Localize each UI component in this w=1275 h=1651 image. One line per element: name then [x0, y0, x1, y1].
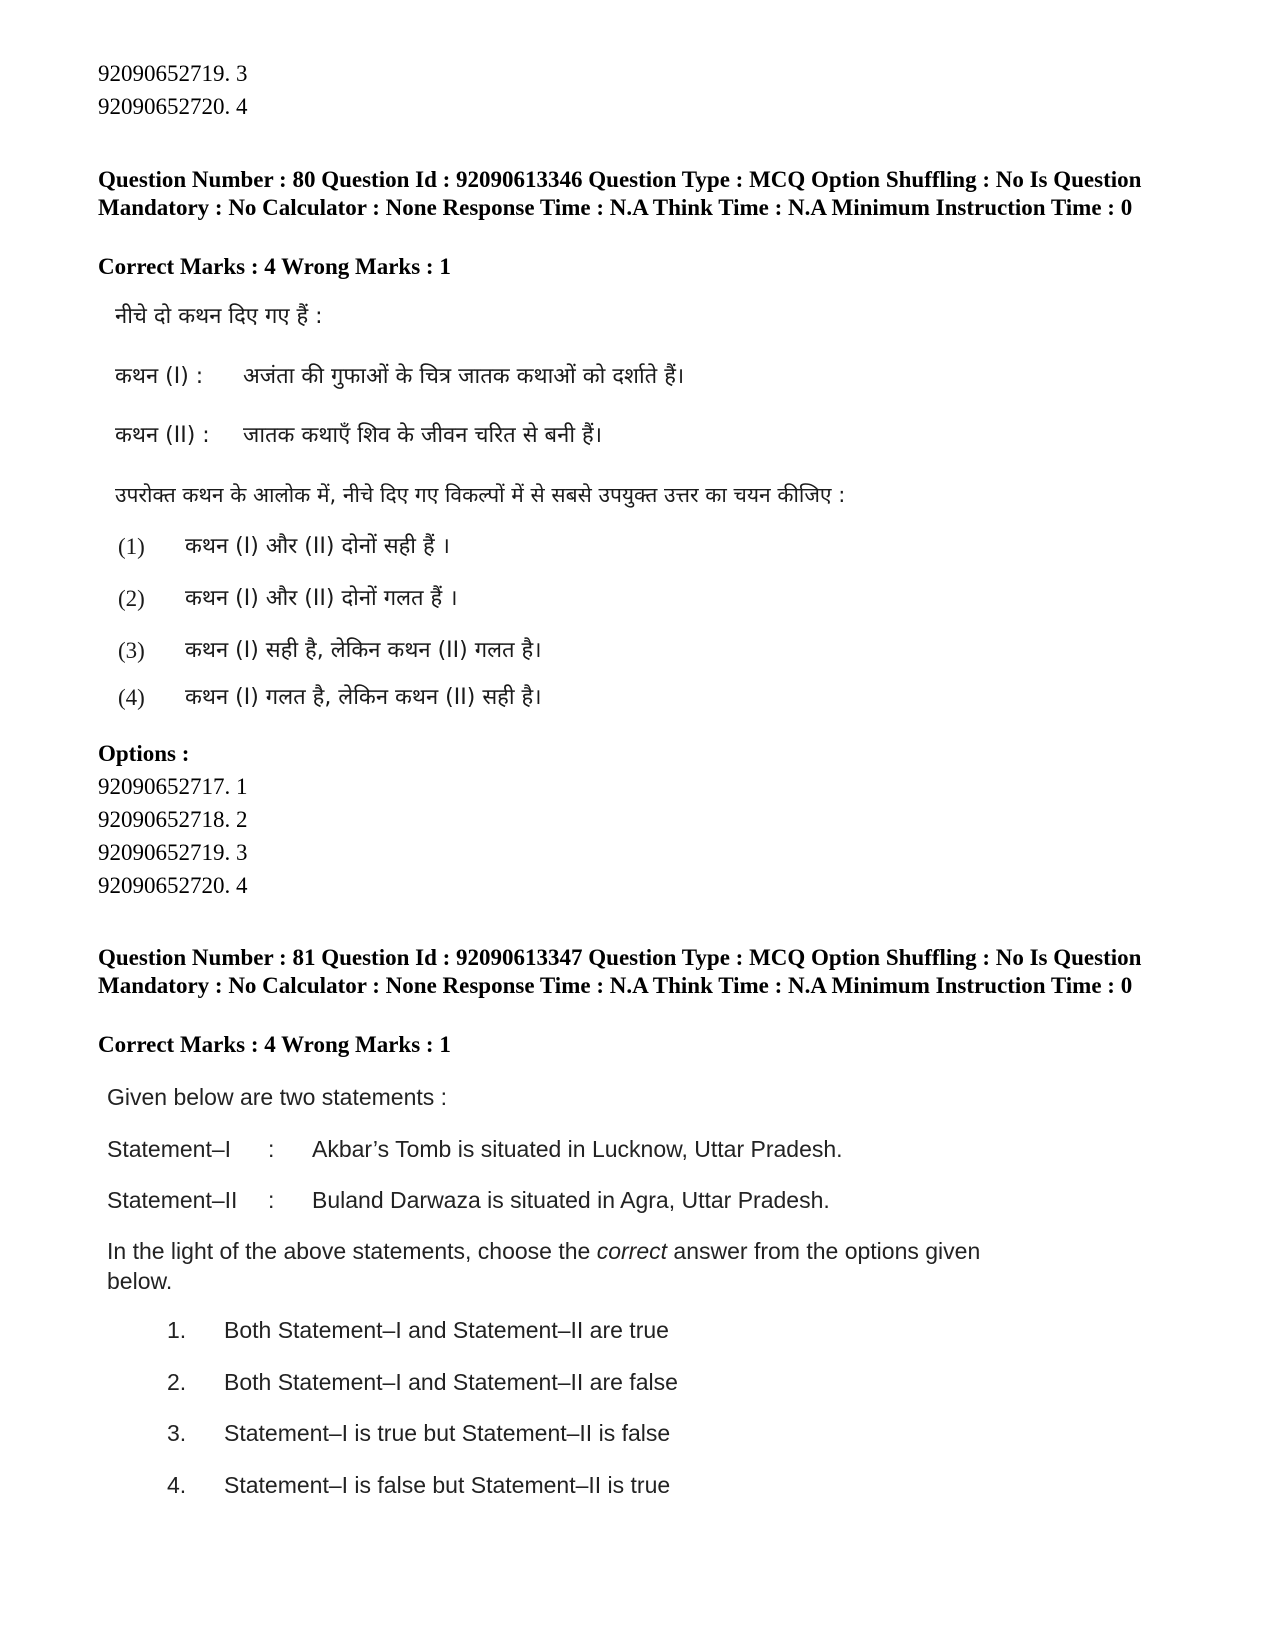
- q80-choice-num: (4): [118, 685, 145, 710]
- q80-statement2-text: जातक कथाएँ शिव के जीवन चरित से बनी हैं।: [243, 423, 603, 448]
- q81-statement2-text: Buland Darwaza is situated in Agra, Uttar Pradesh.: [312, 1187, 830, 1213]
- q80-choice-num: (3): [118, 638, 145, 663]
- q80-choice-text: कथन (I) गलत है, लेकिन कथन (II) सही है।: [185, 685, 542, 710]
- q80-meta: Question Number : 80 Question Id : 92090613346 Question Type : MCQ Option Shuffling : No Is Question Mandatory : No Calculator : None Response Time : N.A Think Time : N.A Minimum Instruction Time : 0: [98, 167, 1142, 220]
- q80-options-label: Options :: [98, 741, 190, 766]
- q80-choice-text: कथन (I) और (II) दोनों सही हैं ।: [185, 534, 450, 559]
- option-line: 92090652720. 4: [98, 94, 248, 119]
- option-line: 92090652717. 1: [98, 774, 248, 799]
- q80-statement2-label: कथन (II) :: [115, 423, 210, 448]
- q81-statement1-colon: :: [268, 1136, 275, 1162]
- q81-choice-num: 4.: [167, 1472, 187, 1498]
- q81-choice-text: Both Statement–I and Statement–II are false: [224, 1369, 678, 1395]
- q80-choice-text: कथन (I) सही है, लेकिन कथन (II) गलत है।: [185, 638, 542, 663]
- q81-statement1-text: Akbar’s Tomb is situated in Lucknow, Uttar Pradesh.: [312, 1136, 843, 1162]
- q80-prompt: उपरोक्त कथन के आलोक में, नीचे दिए गए विकल्पों में से सबसे उपयुक्त उत्तर का चयन कीजिए :: [115, 483, 846, 507]
- option-line: 92090652718. 2: [98, 807, 248, 832]
- q81-choice-num: 1.: [167, 1317, 187, 1343]
- q81-prompt-emphasis: correct: [596, 1238, 668, 1264]
- q81-prompt-post: answer from the options given below.: [107, 1238, 981, 1294]
- q80-statement1-text: अजंता की गुफाओं के चित्र जातक कथाओं को दर्शाते हैं।: [243, 364, 685, 389]
- q81-prompt-pre: In the light of the above statements, choose the: [107, 1238, 597, 1264]
- q80-choice-num: (1): [118, 534, 145, 559]
- q81-statement2-label: Statement–II: [107, 1187, 238, 1213]
- q81-marks: Correct Marks : 4 Wrong Marks : 1: [98, 1032, 451, 1057]
- q80-statement1-label: कथन (I) :: [115, 364, 204, 389]
- q81-choice-text: Both Statement–I and Statement–II are true: [224, 1317, 669, 1343]
- q81-intro: Given below are two statements :: [107, 1084, 448, 1110]
- q81-choice-text: Statement–I is false but Statement–II is true: [224, 1472, 671, 1498]
- q81-choice-text: Statement–I is true but Statement–II is false: [224, 1420, 671, 1446]
- q80-choice-num: (2): [118, 586, 145, 611]
- q80-choice-text: कथन (I) और (II) दोनों गलत हैं ।: [185, 586, 458, 611]
- q81-meta: Question Number : 81 Question Id : 92090613347 Question Type : MCQ Option Shuffling : No Is Question Mandatory : No Calculator : None Response Time : N.A Think Time : N.A Minimum Instruction Time : 0: [98, 945, 1142, 998]
- q81-prompt: [107, 1236, 987, 1296]
- option-line: 92090652719. 3: [98, 61, 248, 86]
- q81-choice-num: 2.: [167, 1369, 187, 1395]
- q80-marks: Correct Marks : 4 Wrong Marks : 1: [98, 254, 451, 279]
- option-line: 92090652720. 4: [98, 873, 248, 898]
- q80-intro: नीचे दो कथन दिए गए हैं :: [115, 304, 323, 329]
- option-line: 92090652719. 3: [98, 840, 248, 865]
- q81-statement2-colon: :: [268, 1187, 275, 1213]
- q81-choice-num: 3.: [167, 1420, 187, 1446]
- q81-statement1-label: Statement–I: [107, 1136, 232, 1162]
